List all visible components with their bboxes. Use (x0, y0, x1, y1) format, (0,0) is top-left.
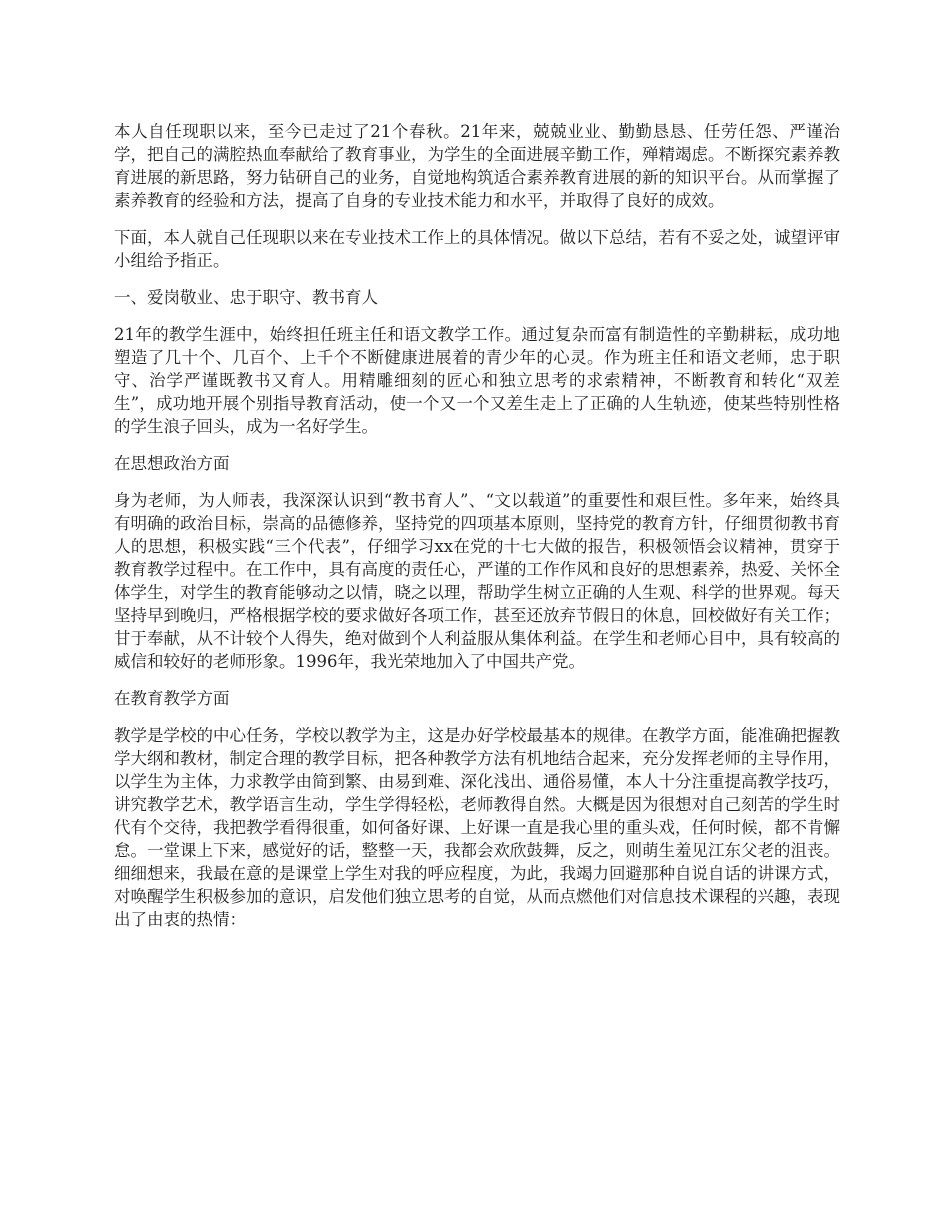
paragraph-intro: 本人自任现职以来，至今已走过了21个春秋。21年来，兢兢业业、勤勤恳恳、任劳任怨、严谨治学，把自己的满腔热血奉献给了教育事业，为学生的全面进展辛勤工作，殚精竭虑。不断探究素养教育进展的新思路，努力钻研自己的业务，自觉地构筑适合素养教育进展的新的知识平台。从而掌握了素养教育的经验和方法，提高了自身的专业技术能力和水平，并取得了良好的成效。 (114, 122, 840, 210)
section-heading-1: 一、爱岗敬业、忠于职守、教书育人 (114, 288, 378, 307)
paragraph-teaching: 教学是学校的中心任务，学校以教学为主，这是办好学校最基本的规律。在教学方面，能准确把握教学大纲和教材，制定合理的教学目标，把各种教学方法有机地结合起来，充分发挥老师的主导作用，以学生为主体，力求教学由简到繁、由易到难、深化浅出、通俗易懂，本人十分注重提高教学技巧，讲究教学艺术，教学语言生动，学生学得轻松，老师教得自然。大概是因为很想对自己刻苦的学生时代有个交待，我把教学看得很重，如何备好课、上好课一直是我心里的重头戏，任何时候，都不肯懈怠。一堂课上下来，感觉好的话，整整一天，我都会欢欣鼓舞，反之，则萌生羞见江东父老的沮丧。细细想来，我最在意的是课堂上学生对我的呼应程度，为此，我竭力回避那种自说自话的讲课方式，对唤醒学生积极参加的意识，启发他们独立思考的自觉，从而点燃他们对信息技术课程的兴趣，表现出了由衷的热情： (114, 726, 840, 929)
paragraph-summary-note: 下面，本人就自己任现职以来在专业技术工作上的具体情况。做以下总结，若有不妥之处，诚望评审小组给予指正。 (114, 228, 840, 270)
paragraph-political: 身为老师，为人师表，我深深认识到“教书育人”、“文以载道”的重要性和艰巨性。多年来，始终具有明确的政治目标，崇高的品德修养，坚持党的四项基本原则，坚持党的教育方针，仔细贯彻教书育人的思想，积极实践“三个代表”，仔细学习xx在党的十七大做的报告，积极领悟会议精神，贯穿于教育教学过程中。在工作中，具有高度的责任心，严谨的工作作风和良好的思想素养，热爱、关怀全体学生，对学生的教育能够动之以情，晓之以理，帮助学生树立正确的人生观、科学的世界观。每天坚持早到晚归，严格根据学校的要求做好各项工作，甚至还放弃节假日的休息，回校做好有关工作；甘于奉献，从不计较个人得失，绝对做到个人利益服从集体利益。在学生和老师心目中，具有较高的威信和较好的老师形象。1996年，我光荣地加入了中国共产党。 (114, 491, 840, 671)
document-body (114, 120, 840, 945)
subheading-political: 在思想政治方面 (114, 454, 230, 473)
subheading-teaching: 在教育教学方面 (114, 689, 230, 708)
paragraph-teaching-career: 21年的教学生涯中，始终担任班主任和语文教学工作。通过复杂而富有制造性的辛勤耕耘，成功地塑造了几十个、几百个、上千个不断健康进展着的青少年的心灵。作为班主任和语文老师，忠于职守、治学严谨既教书又育人。用精雕细刻的匠心和独立思考的求索精神，不断教育和转化“双差生”，成功地开展个别指导教育活动，使一个又一个又差生走上了正确的人生轨迹，使某些特别性格的学生浪子回头，成为一名好学生。 (114, 325, 840, 436)
